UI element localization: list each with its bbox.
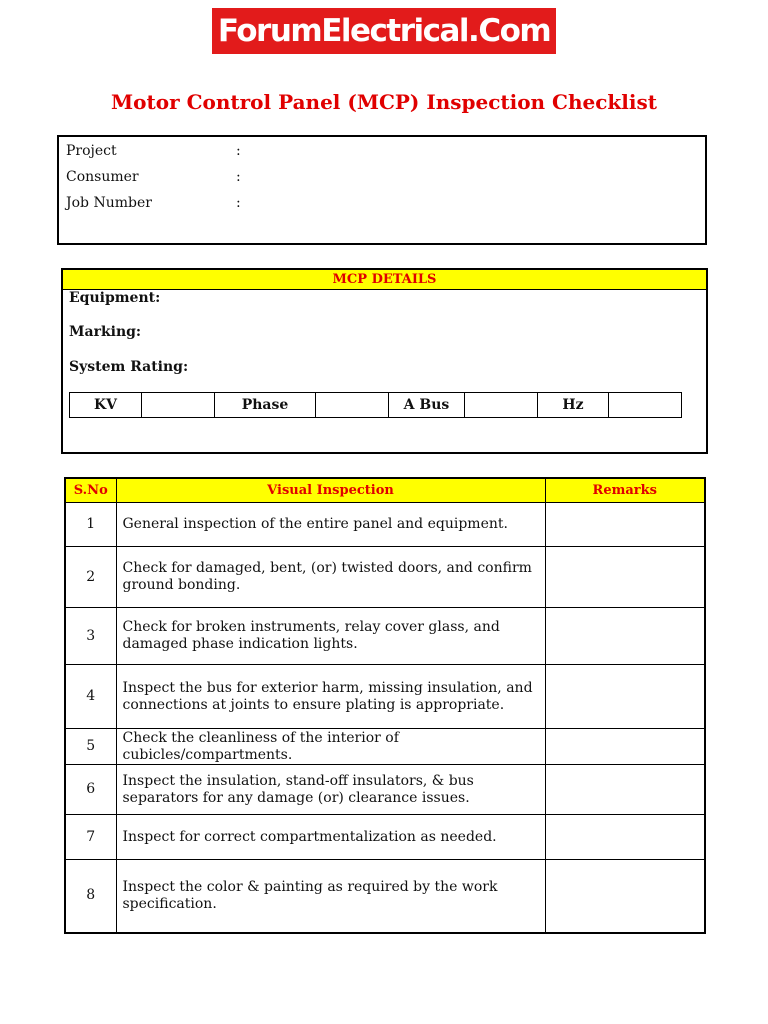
row-sno: 2	[65, 547, 116, 608]
row-remarks-cell[interactable]	[545, 608, 705, 665]
row-inspection-text: General inspection of the entire panel and equipment.	[116, 503, 545, 547]
table-row	[65, 765, 705, 815]
project-label: Project	[66, 143, 117, 159]
row-sno: 4	[65, 665, 116, 729]
row-inspection-text: Inspect the color & painting as required by the work specification.	[116, 860, 545, 933]
row-sno: 3	[65, 608, 116, 665]
table-row	[65, 503, 705, 547]
remarks-header: Remarks	[545, 478, 705, 503]
row-remarks-cell[interactable]	[545, 503, 705, 547]
consumer-label: Consumer	[66, 169, 139, 185]
system-rating-label: System Rating:	[69, 359, 189, 375]
kv-value-cell[interactable]	[142, 393, 215, 418]
project-info-box	[57, 135, 707, 245]
row-sno: 1	[65, 503, 116, 547]
row-inspection-text: Inspect the bus for exterior harm, missing insulation, and connections at joints to ensure plating is appropriate.	[116, 665, 545, 729]
system-rating-table	[69, 392, 682, 418]
table-row	[65, 815, 705, 860]
sno-header: S.No	[65, 478, 116, 503]
inspection-header-row	[65, 478, 705, 503]
job-number-field	[66, 195, 241, 211]
hz-value-cell[interactable]	[609, 393, 682, 418]
table-row	[65, 860, 705, 933]
table-row	[65, 729, 705, 765]
row-remarks-cell[interactable]	[545, 815, 705, 860]
row-inspection-text: Inspect the insulation, stand-off insulators, & bus separators for any damage (or) clearance issues.	[116, 765, 545, 815]
project-colon: :	[236, 143, 241, 159]
table-row	[65, 665, 705, 729]
mcp-details-box	[61, 268, 708, 454]
consumer-field	[66, 169, 241, 185]
mcp-details-heading: MCP DETAILS	[63, 270, 706, 290]
row-sno: 7	[65, 815, 116, 860]
row-remarks-cell[interactable]	[545, 729, 705, 765]
consumer-colon: :	[236, 169, 241, 185]
row-remarks-cell[interactable]	[545, 665, 705, 729]
phase-value-cell[interactable]	[316, 393, 389, 418]
row-sno: 6	[65, 765, 116, 815]
system-rating-row	[70, 393, 682, 418]
table-row	[65, 547, 705, 608]
page-title: Motor Control Panel (MCP) Inspection Checklist	[111, 90, 657, 114]
job-number-colon: :	[236, 195, 241, 211]
row-sno: 5	[65, 729, 116, 765]
row-inspection-text: Check for broken instruments, relay cover glass, and damaged phase indication lights.	[116, 608, 545, 665]
kv-label: KV	[70, 393, 142, 418]
row-sno: 8	[65, 860, 116, 933]
phase-label: Phase	[215, 393, 316, 418]
table-row	[65, 608, 705, 665]
marking-label: Marking:	[69, 324, 142, 340]
a-bus-value-cell[interactable]	[465, 393, 538, 418]
job-number-label: Job Number	[66, 195, 152, 211]
row-inspection-text: Inspect for correct compartmentalization as needed.	[116, 815, 545, 860]
project-field	[66, 143, 241, 159]
equipment-label: Equipment:	[69, 290, 161, 306]
row-remarks-cell[interactable]	[545, 547, 705, 608]
row-remarks-cell[interactable]	[545, 860, 705, 933]
visual-inspection-table	[64, 477, 706, 934]
row-inspection-text: Check the cleanliness of the interior of cubicles/compartments.	[116, 729, 545, 765]
a-bus-label: A Bus	[389, 393, 465, 418]
visual-inspection-header: Visual Inspection	[116, 478, 545, 503]
hz-label: Hz	[538, 393, 609, 418]
row-remarks-cell[interactable]	[545, 765, 705, 815]
site-logo: ForumElectrical.Com	[212, 8, 556, 54]
row-inspection-text: Check for damaged, bent, (or) twisted doors, and confirm ground bonding.	[116, 547, 545, 608]
